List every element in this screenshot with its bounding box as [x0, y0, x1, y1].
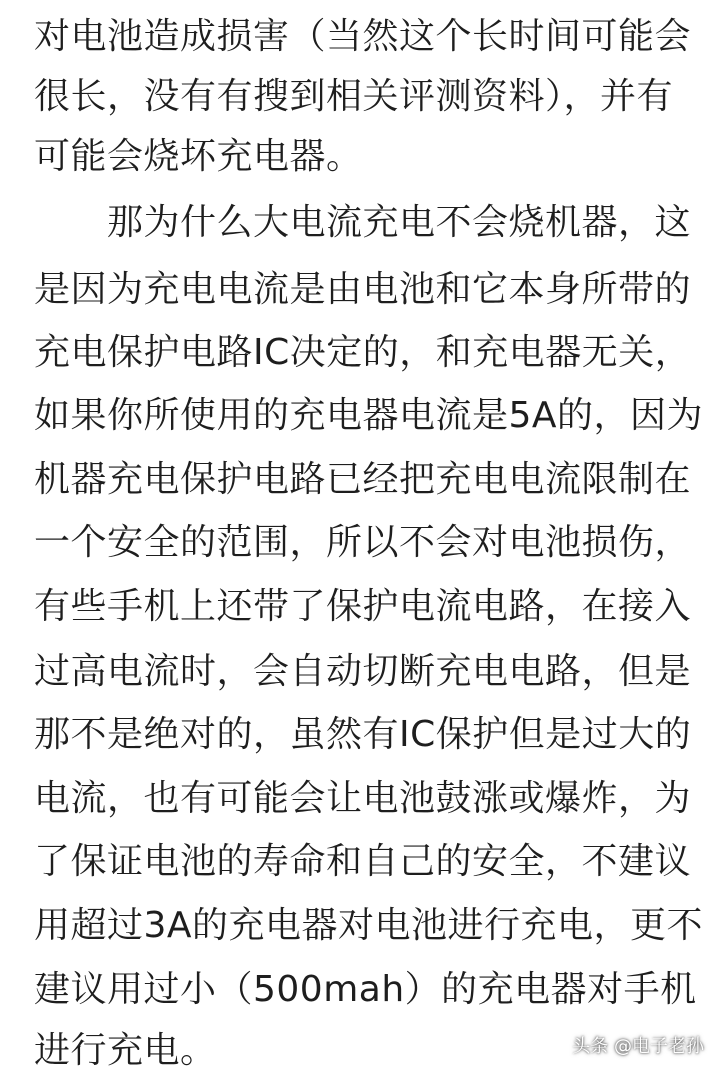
paragraph-line: 充电保护电路IC决定的，和充电器无关， — [34, 332, 692, 373]
paragraph-line: 电流，也有可能会让电池鼓涨或爆炸，为 — [34, 778, 692, 819]
paragraph-line: 有些手机上还带了保护电流电路，在接入 — [34, 586, 692, 627]
paragraph-line: 建议用过小（500mah）的充电器对手机 — [34, 969, 697, 1010]
paragraph-line: 用超过3A的充电器对电池进行充电，更不 — [34, 905, 704, 946]
paragraph-line: 很长，没有有搜到相关评测资料），并有 — [34, 76, 674, 117]
paragraph-line: 可能会烧坏充电器。 — [34, 136, 363, 177]
paragraph-line: 过高电流时，会自动切断充电电路，但是 — [34, 651, 692, 692]
paragraph-line: 是因为充电电流是由电池和它本身所带的 — [34, 269, 692, 310]
paragraph-line: 那为什么大电流充电不会烧机器，这 — [34, 202, 692, 243]
source-watermark: 头条 @电子老孙 — [572, 1036, 704, 1057]
paragraph-line: 了保证电池的寿命和自己的安全，不建议 — [34, 841, 692, 882]
paragraph-line: 机器充电保护电路已经把充电电流限制在 — [34, 459, 692, 500]
paragraph-line: 对电池造成损害（当然这个长时间可能会 — [34, 16, 692, 57]
paragraph-line: 如果你所使用的充电器电流是5A的，因为 — [34, 395, 704, 436]
paragraph-line: 进行充电。 — [34, 1030, 217, 1071]
paragraph-line: 一个安全的范围，所以不会对电池损伤， — [34, 522, 692, 563]
paragraph-line: 那不是绝对的，虽然有IC保护但是过大的 — [34, 714, 692, 755]
